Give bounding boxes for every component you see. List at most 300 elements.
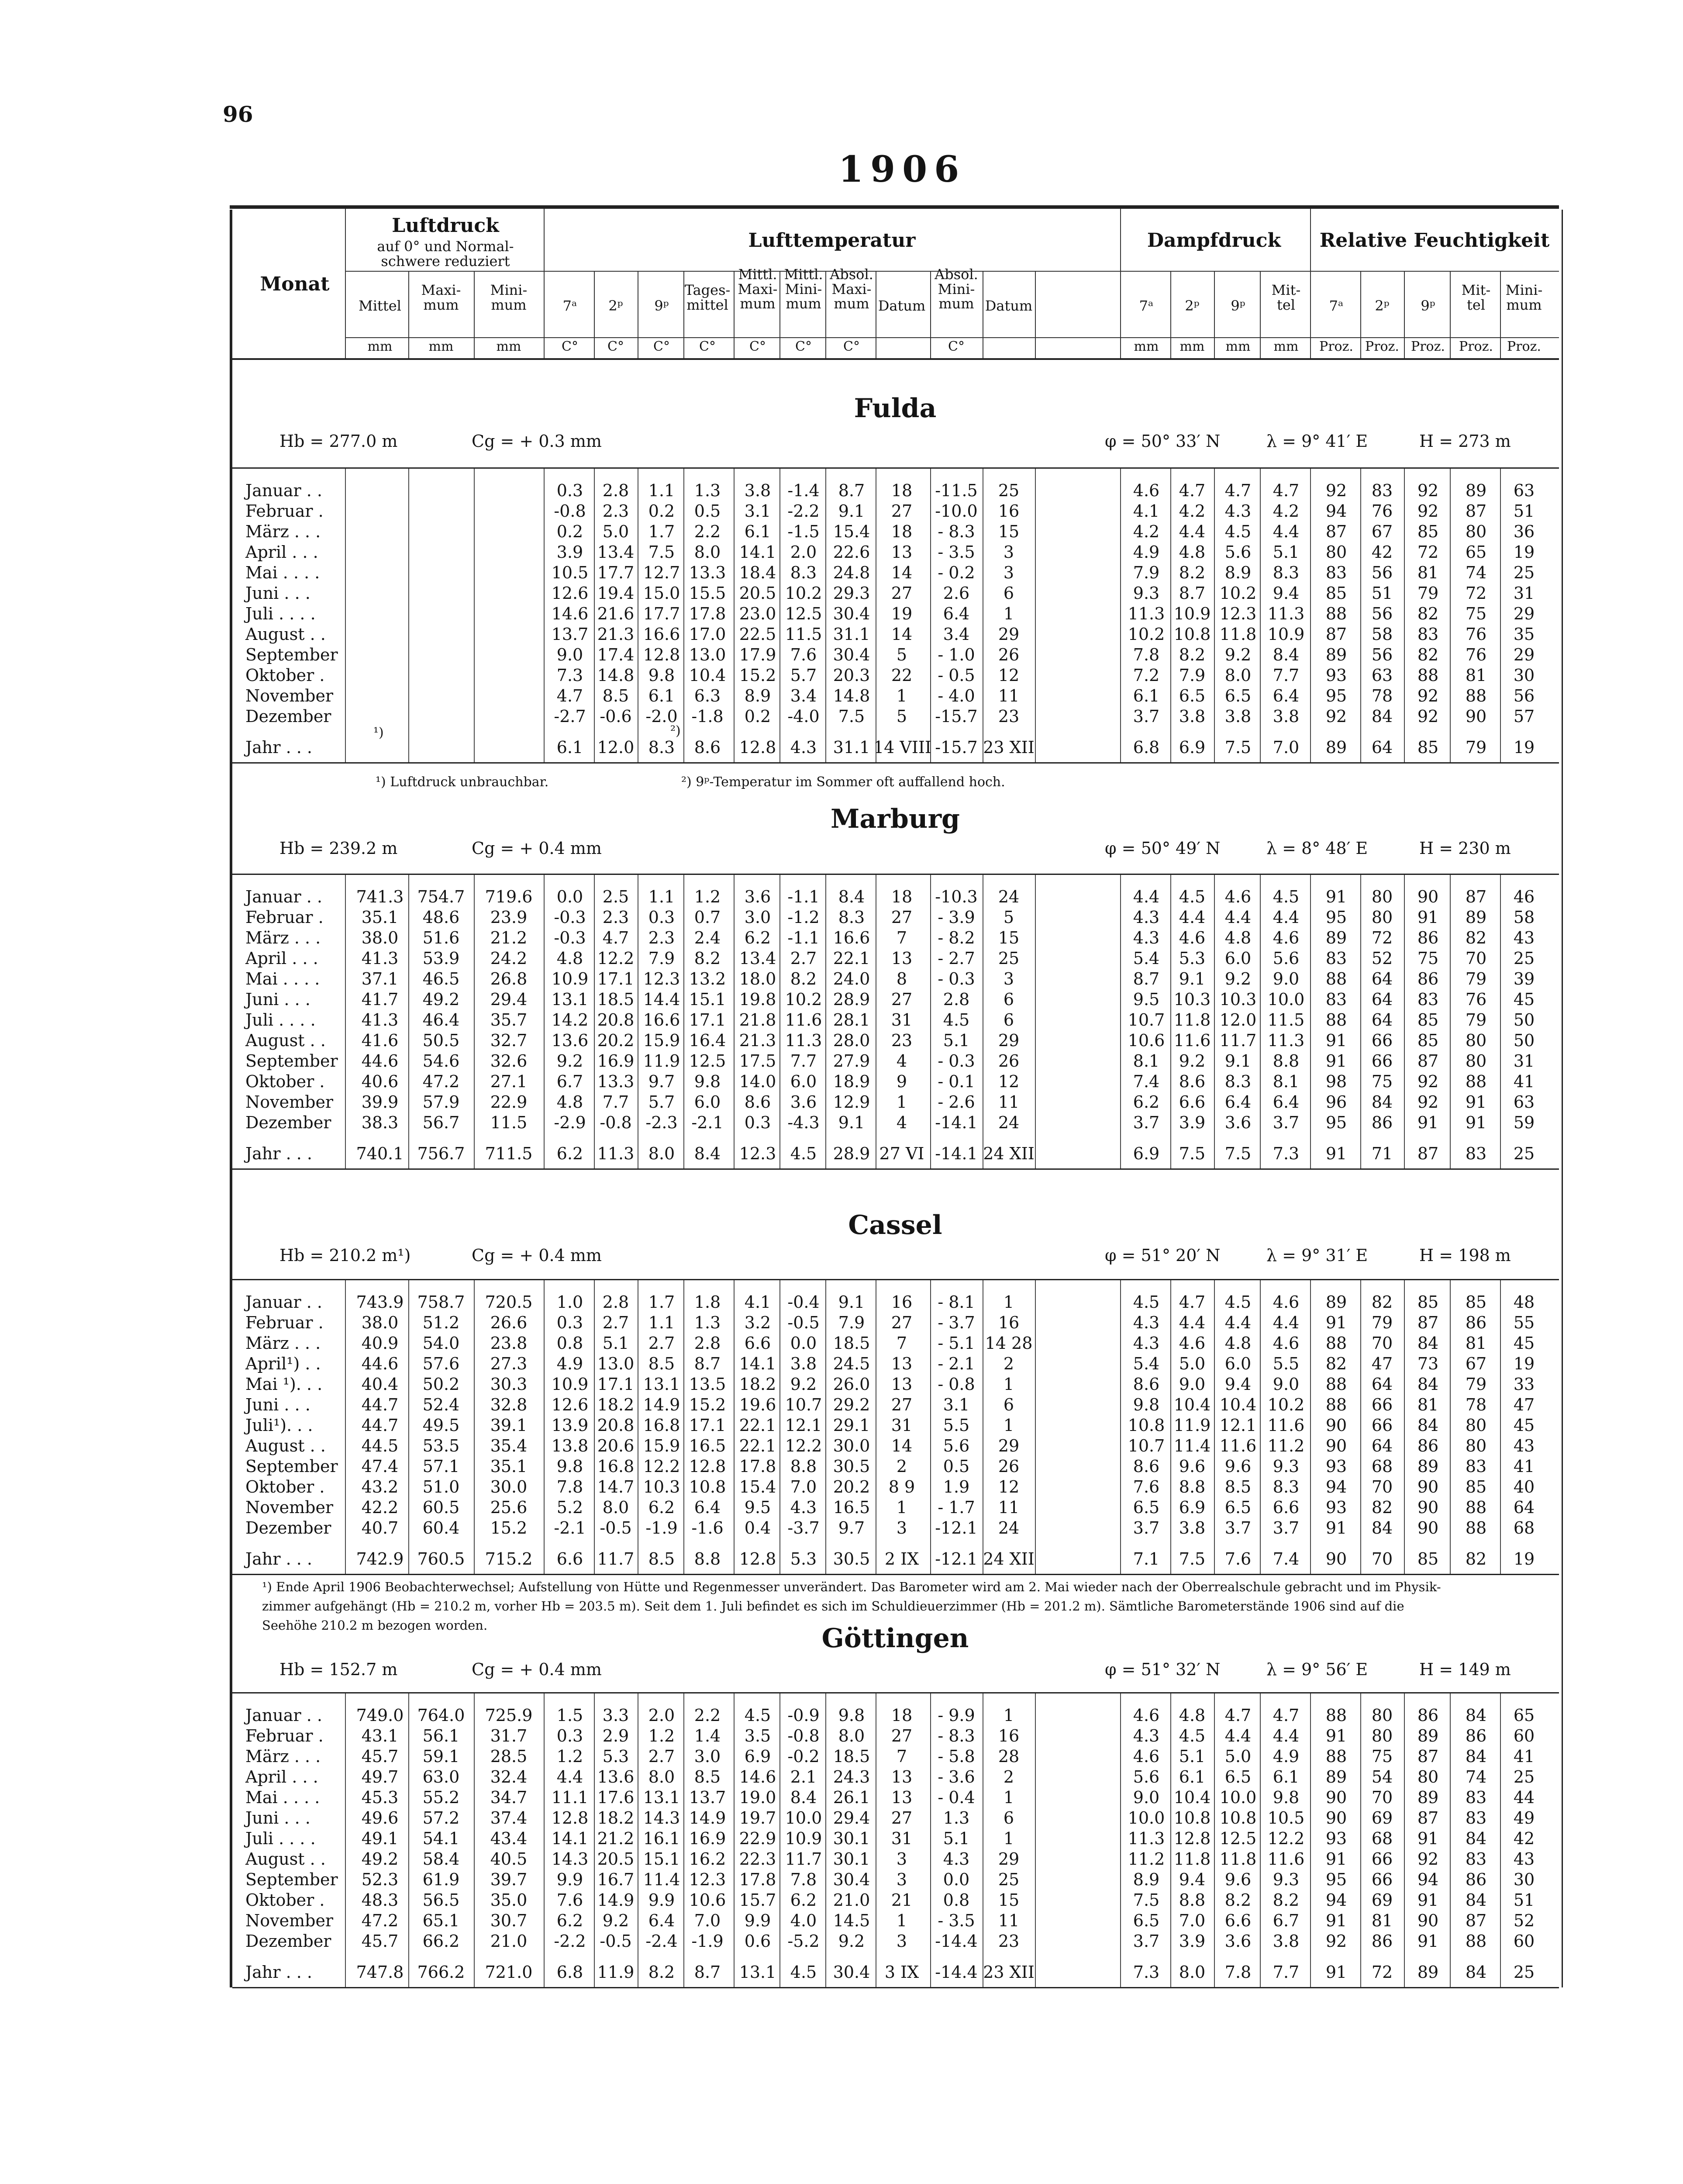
table-cell: 11.9 [1173, 1416, 1211, 1435]
header-col-12: Datum [985, 297, 1033, 314]
table-cell: 88 [1325, 604, 1347, 623]
table-cell: 1.9 [943, 1477, 970, 1496]
table-cell: 64 [1513, 1498, 1535, 1517]
table-cell: 4.7 [1273, 1706, 1300, 1725]
table-cell: 3.7 [1133, 707, 1160, 726]
table-cell: 756.7 [417, 1144, 465, 1163]
table-cell: 90 [1417, 1477, 1439, 1496]
table-cell: -0.6 [600, 707, 632, 726]
table-cell: 17.8 [739, 1870, 776, 1889]
table-cell: 29.4 [833, 1808, 870, 1828]
table-cell: 11.7 [597, 1549, 635, 1569]
table-cell: 4.4 [1273, 1313, 1300, 1332]
header-vrule-col-6 [734, 271, 735, 358]
table-cell: -1.1 [787, 928, 820, 947]
month-label: September [245, 645, 338, 664]
table-cell: - 3.5 [938, 543, 975, 562]
table-cell: 23 [998, 1932, 1020, 1951]
table-col-rule [734, 875, 735, 1168]
header-vrule-col-1 [474, 271, 475, 358]
table-cell: 4.1 [1133, 501, 1160, 521]
table-cell: 3 IX [884, 1963, 919, 1982]
table-col-rule [1214, 875, 1215, 1168]
table-cell: 81 [1465, 666, 1487, 685]
table-cell: 20.8 [597, 1416, 635, 1435]
table-cell: 20.2 [833, 1477, 870, 1496]
table-cell: 10.0 [1128, 1808, 1165, 1828]
table-cell: 10.6 [1128, 1031, 1165, 1050]
table-cell: 4.8 [556, 949, 583, 968]
table-col-rule [345, 1693, 346, 1987]
table-cell: 56 [1371, 604, 1393, 623]
table-cell: 63 [1513, 481, 1535, 500]
table-cell: 4.6 [1273, 1334, 1300, 1353]
table-cell: - 4.0 [938, 686, 975, 705]
table-cell: 15.2 [739, 666, 776, 685]
table-cell: 91 [1417, 1829, 1439, 1848]
table-col-rule [474, 469, 475, 762]
header-vrule-col-0 [408, 271, 409, 358]
table-cell: 4.7 [1179, 1292, 1206, 1312]
table-cell: 4.4 [1133, 887, 1160, 906]
table-cell: 84 [1465, 1829, 1487, 1848]
table-col-rule [734, 1280, 735, 1574]
table-cell: 14.1 [739, 543, 776, 562]
header-unit-1: mm [428, 339, 454, 354]
table-cell: 8.9 [744, 686, 771, 705]
table-cell: 7 [896, 1747, 907, 1766]
table-cell: 11.3 [1128, 604, 1165, 623]
table-cell: 67 [1465, 1354, 1487, 1373]
table-cell: 1 [1003, 1292, 1014, 1312]
table-col-rule [683, 1693, 684, 1987]
table-cell: 0.5 [694, 501, 721, 521]
table-cell: 85 [1417, 1549, 1439, 1569]
table-cell: 10.6 [689, 1890, 726, 1910]
table-cell: 8.6 [694, 738, 721, 757]
table-cell: 59.1 [422, 1747, 460, 1766]
table-cell: - 0.5 [938, 666, 975, 685]
table-cell: 21.0 [490, 1932, 528, 1951]
table-cell: 13.1 [643, 1788, 680, 1807]
header-col-0: Mittel [359, 297, 401, 314]
table-cell: 0.6 [744, 1932, 771, 1951]
table-cell: 83 [1325, 563, 1347, 582]
month-label: Juli . . . . [245, 1010, 316, 1030]
header-col-17: 7ᵃ [1329, 297, 1344, 314]
table-col-rule [594, 1280, 595, 1574]
table-cell: 31.7 [490, 1726, 528, 1745]
table-cell: 10.5 [1267, 1808, 1305, 1828]
table-cell: 52.4 [422, 1395, 460, 1414]
table-cell: 66 [1371, 1395, 1393, 1414]
table-cell: 8.7 [694, 1354, 721, 1373]
table-cell: 63 [1371, 666, 1393, 685]
table-cell: 10.9 [551, 1375, 589, 1394]
table-cell: 3.8 [1273, 707, 1300, 726]
table-cell: 76 [1465, 625, 1487, 644]
table-cell: 5.1 [1179, 1747, 1206, 1766]
table-cell: 18.5 [597, 990, 635, 1009]
table-cell: 3.9 [1179, 1113, 1206, 1132]
table-cell: 80 [1371, 908, 1393, 927]
table-cell: 8.6 [1133, 1457, 1160, 1476]
table-cell: 7.5 [1224, 1144, 1252, 1163]
table-cell: 87 [1465, 1911, 1487, 1930]
table-cell: 0.0 [556, 887, 583, 906]
table-cell: 3.6 [1224, 1113, 1252, 1132]
table-cell: -2.1 [691, 1113, 724, 1132]
header-unit-7: C° [749, 339, 766, 354]
table-cell: 70 [1371, 1549, 1393, 1569]
table-cell: 75 [1371, 1072, 1393, 1091]
table-cell: 14.0 [739, 1072, 776, 1091]
table-col-rule [1260, 875, 1261, 1168]
table-cell: 12.9 [833, 1092, 870, 1112]
table-cell: 95 [1325, 908, 1347, 927]
table-cell: 10.9 [551, 969, 589, 988]
table-cell: 83 [1371, 481, 1393, 500]
table-cell: 23 [891, 1031, 913, 1050]
table-cell: 6.1 [1133, 686, 1160, 705]
table-cell: 2 [1003, 1354, 1014, 1373]
table-cell: 11.8 [1173, 1010, 1211, 1030]
month-label: Oktober . [245, 1890, 325, 1910]
table-cell: 18.0 [739, 969, 776, 988]
table-col-rule [779, 1693, 780, 1987]
table-cell: 40.6 [361, 1072, 399, 1091]
table-cell: 25 [1513, 563, 1535, 582]
table-cell: 13.3 [597, 1072, 635, 1091]
table-cell: 6.4 [1273, 1092, 1300, 1112]
table-cell: 21.6 [597, 604, 635, 623]
table-cell: 3.9 [556, 543, 583, 562]
table-cell: -2.2 [787, 501, 820, 521]
table-cell: 6.9 [1179, 1498, 1206, 1517]
table-cell: 4.6 [1273, 1292, 1300, 1312]
table-cell: 4.8 [1224, 928, 1252, 947]
table-cell: 11.8 [1173, 1849, 1211, 1869]
table-cell: 11.3 [1128, 1829, 1165, 1848]
table-cell: 4.4 [1179, 522, 1206, 541]
header-col-11: Absol. Mini- mum [935, 266, 978, 312]
table-cell: 19.6 [739, 1395, 776, 1414]
header-bottom-rule [230, 358, 1559, 360]
table-cell: 0.2 [744, 707, 771, 726]
table-cell: 15.9 [643, 1436, 680, 1455]
table-cell: 1.3 [694, 1313, 721, 1332]
table-cell: 47.2 [422, 1072, 460, 1091]
table-cell: 16.8 [643, 1416, 680, 1435]
table-cell: 91 [1325, 1911, 1347, 1930]
table-cell: 16.6 [833, 928, 870, 947]
table-cell: 92 [1417, 501, 1439, 521]
table-cell: 49.2 [361, 1849, 399, 1869]
table-cell: 88 [1417, 666, 1439, 685]
table-cell: -14.1 [935, 1113, 978, 1132]
table-cell: 11.1 [551, 1788, 589, 1807]
table-cell: 4.8 [1224, 1334, 1252, 1353]
table-cell: -10.0 [935, 501, 978, 521]
table-cell: 17.1 [689, 1416, 726, 1435]
table-cell: 88 [1325, 1706, 1347, 1725]
table-cell: 85 [1465, 1292, 1487, 1312]
table-cell: 90 [1325, 1416, 1347, 1435]
table-cell: 64 [1371, 738, 1393, 757]
table-cell: 14.8 [597, 666, 635, 685]
station-cassel-h: H = 198 m [1419, 1246, 1511, 1265]
table-cell: 41 [1513, 1457, 1535, 1476]
table-cell: 65.1 [422, 1911, 460, 1930]
table-cell: 88 [1325, 1010, 1347, 1030]
table-cell: 15.1 [689, 990, 726, 1009]
table-cell: 7.2 [1133, 666, 1160, 685]
table-cell: 81 [1417, 563, 1439, 582]
table-cell: 10.0 [785, 1808, 822, 1828]
table-col-rule [408, 469, 409, 762]
table-cell: -2.4 [645, 1932, 678, 1951]
table-col-rule [544, 1280, 545, 1574]
table-cell: 84 [1371, 1092, 1393, 1112]
table-cell: 11.3 [785, 1031, 822, 1050]
table-cell: 46.4 [422, 1010, 460, 1030]
table-cell: 4.1 [744, 1292, 771, 1312]
table-cell: 13.5 [689, 1375, 726, 1394]
table-cell: 27 [891, 1808, 913, 1828]
table-cell: 18 [891, 1706, 913, 1725]
table-cell: 10.5 [551, 563, 589, 582]
month-label: März . . . [245, 1334, 321, 1353]
table-col-rule [930, 875, 931, 1168]
table-cell: 95 [1325, 1870, 1347, 1889]
table-cell: 2.3 [602, 908, 629, 927]
month-label: August . . [245, 1849, 326, 1869]
header-unit-13: mm [1134, 339, 1159, 354]
table-cell: 51 [1513, 501, 1535, 521]
table-cell: 57.1 [422, 1457, 460, 1476]
table-cell: 89 [1465, 908, 1487, 927]
table-cell: 12.7 [643, 563, 680, 582]
table-cell: 16 [998, 501, 1020, 521]
table-cell: 41.6 [361, 1031, 399, 1050]
table-cell: 7.5 [1224, 738, 1252, 757]
table-cell: 4.4 [1273, 522, 1300, 541]
table-cell: 6.6 [744, 1334, 771, 1353]
table-cell: 91 [1325, 1726, 1347, 1745]
table-cell: 16.5 [833, 1498, 870, 1517]
table-cell: 2.7 [648, 1747, 675, 1766]
table-cell: 8.2 [648, 1963, 675, 1982]
table-cell: 5.2 [556, 1498, 583, 1517]
table-cell: 8.8 [1273, 1051, 1300, 1071]
header-col-20: Mit- tel [1461, 282, 1491, 313]
table-cell: 5.4 [1133, 949, 1160, 968]
table-cell: 13.7 [689, 1788, 726, 1807]
table-cell: 48.6 [422, 908, 460, 927]
table-cell: 10.3 [643, 1477, 680, 1496]
footnote-cassel-0: ¹) Ende April 1906 Beobachterwechsel; Aufstellung von Hütte und Regenmesser unverändert. Das Barometer wird am 2. Mai wieder nach der Oberrealschule gebracht und im Physik- [262, 1579, 1441, 1594]
table-cell: 3.4 [943, 625, 970, 644]
table-cell: 5.0 [1224, 1747, 1252, 1766]
table-cell: 7.4 [1273, 1549, 1300, 1569]
table-cell: -0.4 [787, 1292, 820, 1312]
table-cell: 7.7 [1273, 1963, 1300, 1982]
table-cell: 12.6 [551, 584, 589, 603]
table-cell: 0.3 [744, 1113, 771, 1132]
table-cell: 8.5 [648, 1354, 675, 1373]
table-cell: 4.4 [556, 1767, 583, 1787]
table-cell: 4 [896, 1113, 907, 1132]
table-cell: 2 IX [884, 1549, 919, 1569]
table-cell: 7.6 [1224, 1549, 1252, 1569]
table-cell: 21.2 [597, 1829, 635, 1848]
table-col-rule [1500, 469, 1501, 762]
table-cell: 87 [1325, 625, 1347, 644]
table-cell: -0.3 [554, 928, 586, 947]
table-cell: 4.3 [790, 738, 817, 757]
table-col-rule [345, 1280, 346, 1574]
table-cell: 742.9 [356, 1549, 404, 1569]
table-cell: 1.5 [556, 1706, 583, 1725]
table-cell: 1 [1003, 604, 1014, 623]
station-table-cassel [232, 1279, 1559, 1575]
table-cell: 64 [1371, 1010, 1393, 1030]
table-cell: 22 [891, 666, 913, 685]
table-cell: -0.3 [554, 908, 586, 927]
table-cell: 51.0 [422, 1477, 460, 1496]
table-cell: -1.2 [787, 908, 820, 927]
table-cell: 8.0 [694, 543, 721, 562]
table-cell: 10.8 [1173, 625, 1211, 644]
table-cell: 6.4 [1273, 686, 1300, 705]
table-cell: 11 [998, 1498, 1020, 1517]
table-cell: 12 [998, 666, 1020, 685]
table-cell: 92 [1417, 686, 1439, 705]
table-cell: 89 [1417, 1726, 1439, 1745]
table-cell: 24 [998, 887, 1020, 906]
table-cell: 2.6 [943, 584, 970, 603]
table-col-rule [474, 1693, 475, 1987]
table-cell: 11.6 [1173, 1031, 1211, 1050]
month-label: Februar . [245, 1313, 324, 1332]
table-cell: 78 [1465, 1395, 1487, 1414]
table-cell: 12.6 [551, 1395, 589, 1414]
table-cell: 89 [1325, 645, 1347, 664]
header-vrule-monat [345, 209, 346, 359]
table-cell: 16.6 [643, 1010, 680, 1030]
table-cell: 6.2 [744, 928, 771, 947]
header-unit-4: C° [607, 339, 624, 354]
month-label: November [245, 1498, 334, 1517]
table-cell: 83 [1417, 990, 1439, 1009]
table-cell: 56 [1371, 645, 1393, 664]
table-col-rule [683, 469, 684, 762]
table-cell: 9.8 [694, 1072, 721, 1091]
table-cell: 49.6 [361, 1808, 399, 1828]
table-cell: 35.0 [490, 1890, 528, 1910]
table-cell: 11.5 [785, 625, 822, 644]
table-cell: 74 [1465, 1767, 1487, 1787]
table-cell: 94 [1325, 1477, 1347, 1496]
table-cell: 59 [1513, 1113, 1535, 1132]
table-cell: -14.1 [935, 1144, 978, 1163]
table-cell: 15 [998, 928, 1020, 947]
header-col-10: Datum [878, 297, 926, 314]
table-cell: 13.0 [689, 645, 726, 664]
month-label: Oktober . [245, 1072, 325, 1091]
table-cell: 25 [998, 949, 1020, 968]
header-luftdruck-sub1: auf 0° und Normal- [377, 238, 514, 255]
station-cassel-hb: Hb = 210.2 m¹) [279, 1246, 411, 1265]
table-cell: 41.3 [361, 1010, 399, 1030]
table-col-rule [544, 1693, 545, 1987]
table-cell: 43 [1513, 1436, 1535, 1455]
footnote-mark-1: ¹) [373, 725, 384, 740]
header-unit-3: C° [562, 339, 578, 354]
station-table-marburg [232, 874, 1559, 1170]
header-col-1: Maxi- mum [421, 282, 461, 313]
header-unit-0: mm [367, 339, 393, 354]
table-cell: 66.2 [422, 1932, 460, 1951]
table-cell: 79 [1465, 969, 1487, 988]
table-cell: 92 [1417, 1849, 1439, 1869]
table-cell: 4.4 [1179, 1313, 1206, 1332]
table-cell: 6.1 [1179, 1767, 1206, 1787]
month-label: Februar . [245, 908, 324, 927]
table-cell: 1.2 [694, 887, 721, 906]
month-label: Juni . . . [245, 584, 310, 603]
table-cell: 8.8 [1179, 1890, 1206, 1910]
station-fulda-lambda: λ = 9° 41′ E [1266, 432, 1368, 451]
table-cell: 82 [1325, 1354, 1347, 1373]
table-cell: 14.9 [689, 1808, 726, 1828]
table-cell: 2.0 [648, 1706, 675, 1725]
table-cell: 1.2 [648, 1726, 675, 1745]
station-fulda-phi: φ = 50° 33′ N [1105, 432, 1221, 451]
table-cell: 8.3 [1224, 1072, 1252, 1091]
month-label: November [245, 686, 334, 705]
table-cell: -2.3 [645, 1113, 678, 1132]
table-cell: 715.2 [485, 1549, 533, 1569]
month-label: September [245, 1870, 338, 1889]
table-col-rule [1120, 469, 1121, 762]
table-cell: 87 [1417, 1808, 1439, 1828]
table-cell: 80 [1371, 1706, 1393, 1725]
table-col-rule [408, 1693, 409, 1987]
table-col-rule [1035, 1280, 1036, 1574]
table-cell: 10.4 [1219, 1395, 1257, 1414]
header-vrule-col-16 [1260, 271, 1261, 358]
table-cell: 10.7 [1128, 1010, 1165, 1030]
table-cell: 70 [1465, 949, 1487, 968]
header-col-2: Mini- mum [490, 282, 528, 313]
table-cell: 54.0 [422, 1334, 460, 1353]
table-cell: 13.1 [551, 990, 589, 1009]
table-cell: 92 [1325, 707, 1347, 726]
table-cell: 40.9 [361, 1334, 399, 1353]
table-cell: 3 [1003, 969, 1014, 988]
table-cell: 56 [1513, 686, 1535, 705]
table-cell: 14.3 [551, 1849, 589, 1869]
table-cell: 0.3 [556, 1726, 583, 1745]
table-cell: 90 [1325, 1808, 1347, 1828]
table-cell: 4.6 [1179, 1334, 1206, 1353]
table-cell: 53.5 [422, 1436, 460, 1455]
table-cell: 4.0 [790, 1911, 817, 1930]
table-cell: 86 [1417, 928, 1439, 947]
table-cell: 84 [1417, 1375, 1439, 1394]
table-cell: 28.1 [833, 1010, 870, 1030]
